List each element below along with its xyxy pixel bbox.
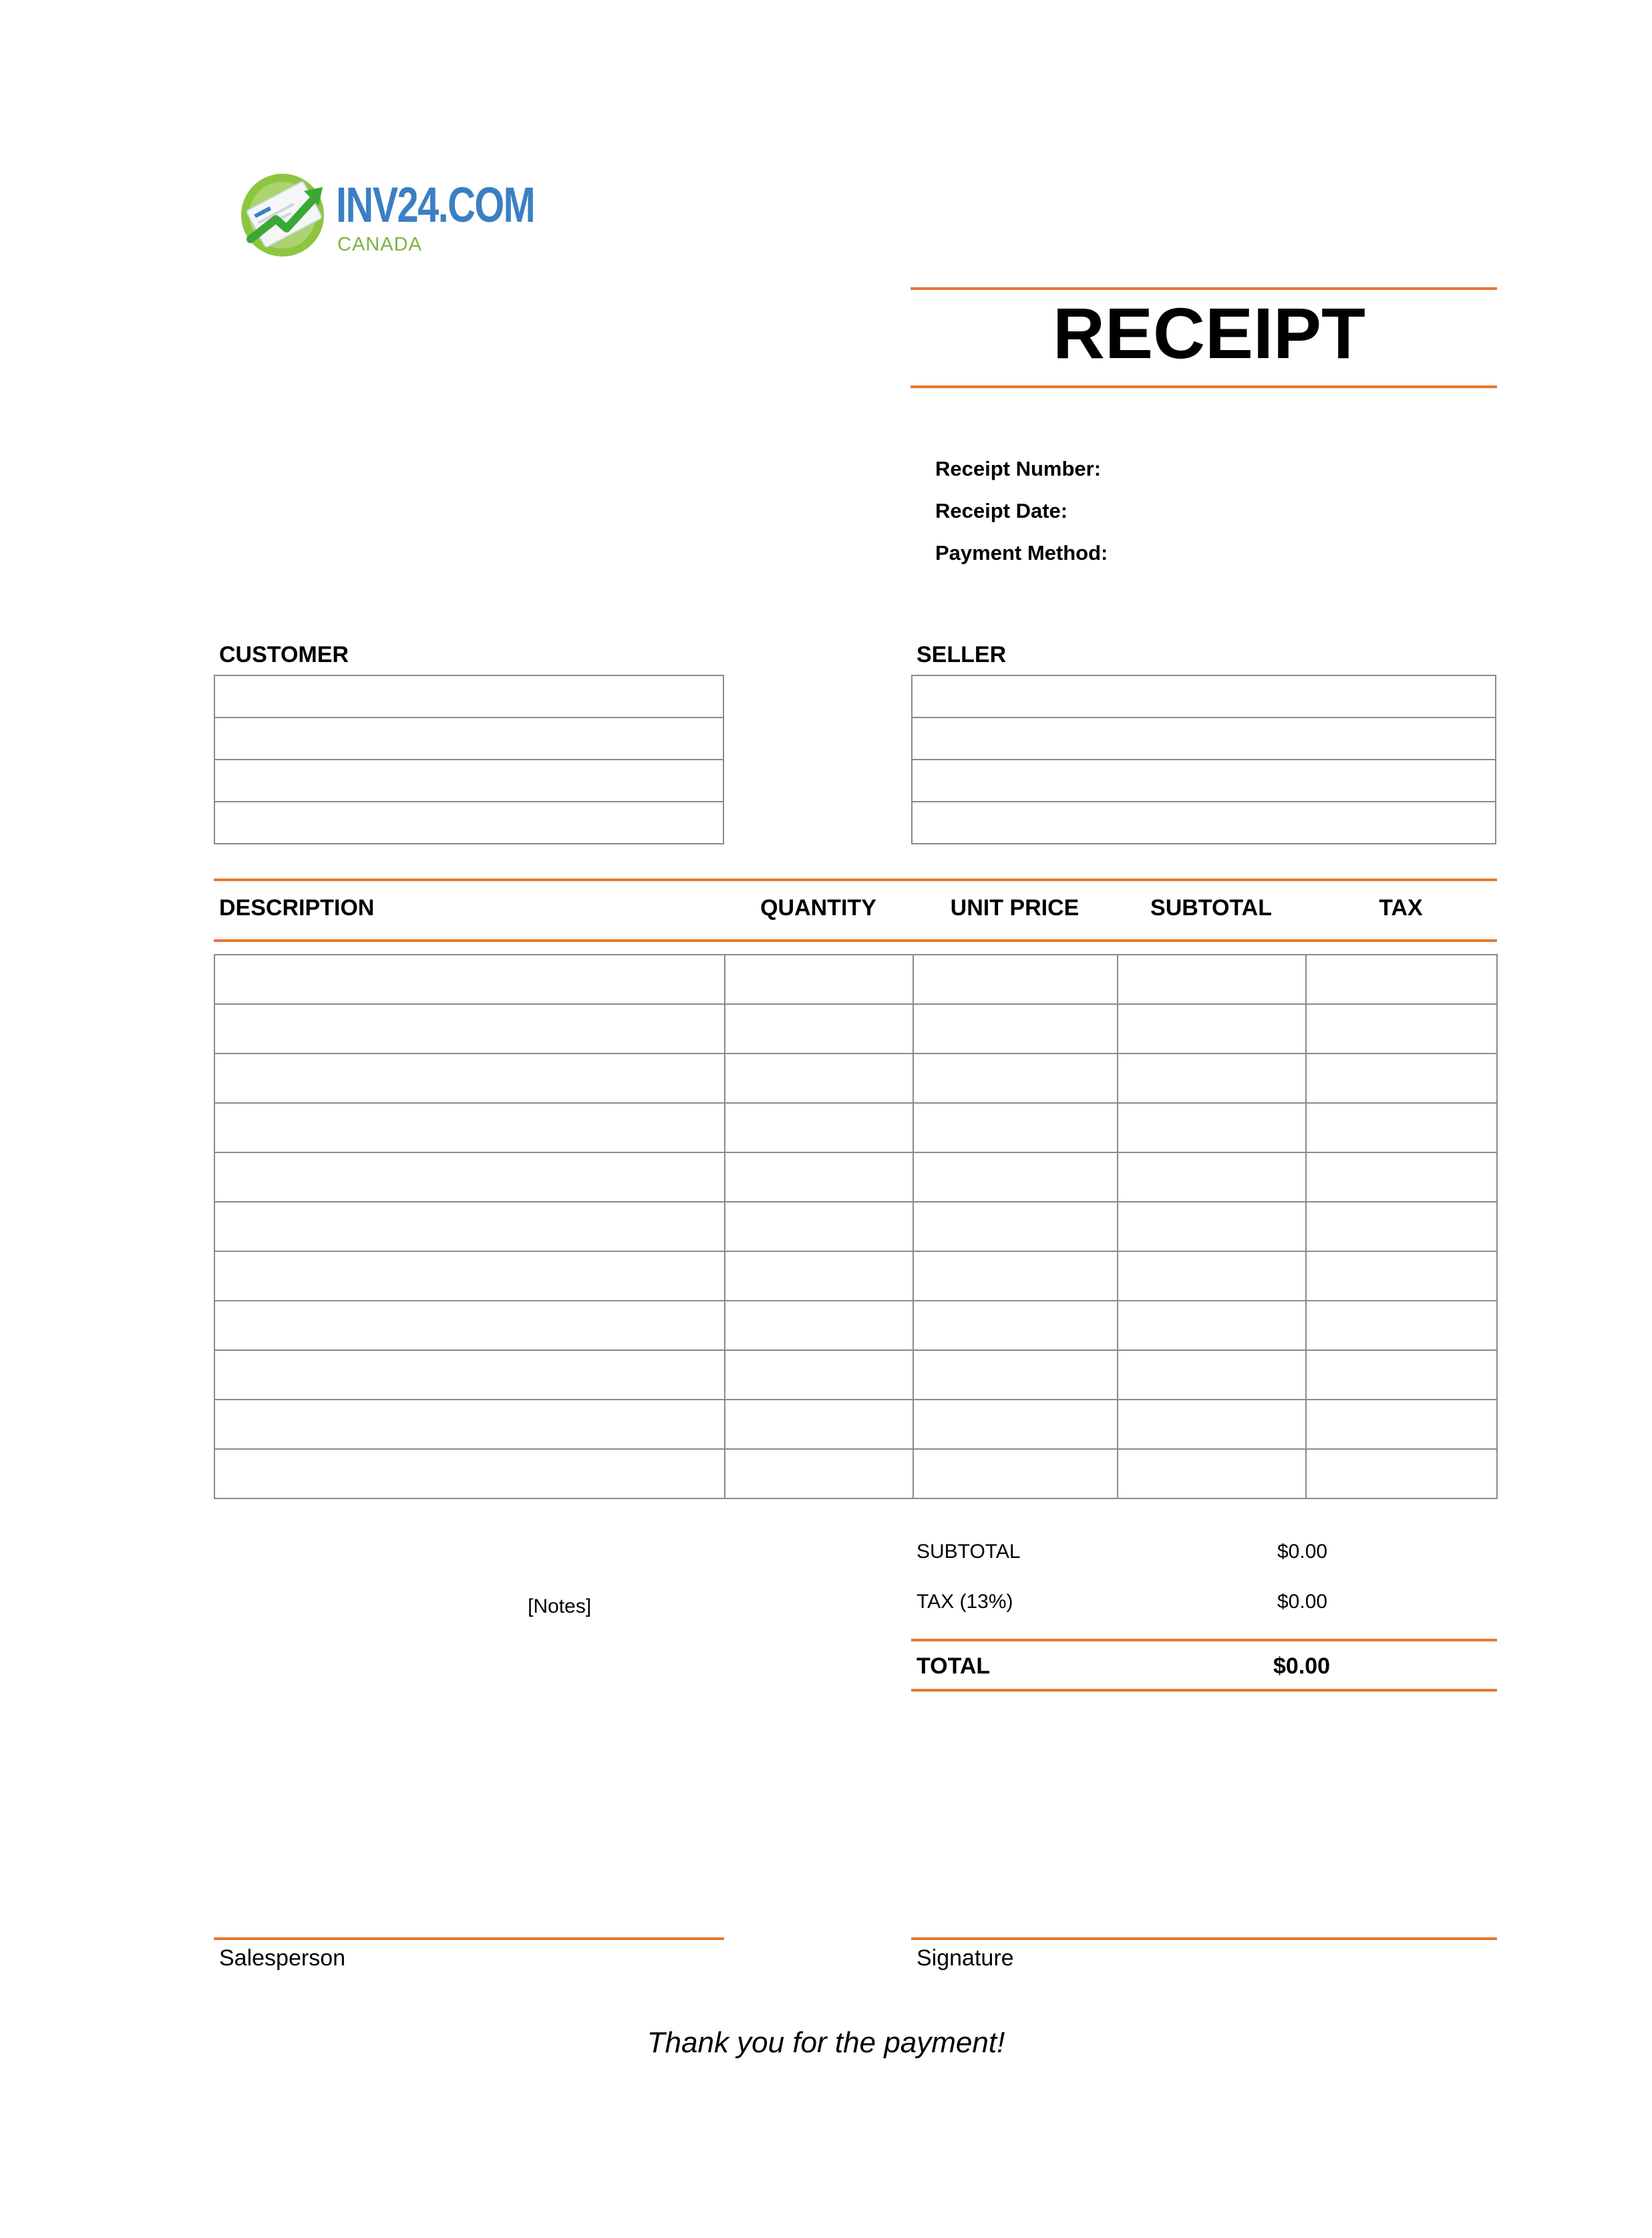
- subtotal-cell[interactable]: [1118, 1301, 1306, 1350]
- customer-field[interactable]: [215, 676, 723, 718]
- subtotal-cell[interactable]: [1118, 1400, 1306, 1449]
- items-header-top-rule: [214, 878, 1497, 881]
- seller-heading: SELLER: [917, 642, 1007, 667]
- tax-cell[interactable]: [1306, 1251, 1497, 1301]
- subtotal-cell[interactable]: [1118, 1449, 1306, 1498]
- quantity-cell[interactable]: [725, 1152, 913, 1202]
- customer-box: [214, 675, 724, 844]
- quantity-cell[interactable]: [725, 955, 913, 1004]
- unit-price-cell[interactable]: [913, 1054, 1118, 1103]
- table-row: [214, 1449, 1497, 1498]
- unit-price-cell[interactable]: [913, 1449, 1118, 1498]
- logo-graphic-icon: [237, 167, 331, 261]
- title-top-rule: [911, 287, 1497, 290]
- quantity-cell[interactable]: [725, 1004, 913, 1054]
- payment-method-label: Payment Method:: [935, 541, 1108, 565]
- column-header-unit-price: UNIT PRICE: [950, 895, 1080, 921]
- seller-field[interactable]: [913, 802, 1495, 844]
- tax-label: TAX (13%): [917, 1591, 1013, 1613]
- tax-cell[interactable]: [1306, 1350, 1497, 1400]
- receipt-date-label: Receipt Date:: [935, 499, 1068, 522]
- unit-price-cell[interactable]: [913, 1301, 1118, 1350]
- salesperson-line: [214, 1937, 724, 1940]
- table-row: [214, 955, 1497, 1004]
- unit-price-cell[interactable]: [913, 1152, 1118, 1202]
- table-row: [214, 1202, 1497, 1251]
- logo-wordmark: INV24.COM: [336, 177, 535, 232]
- tax-cell[interactable]: [1306, 1301, 1497, 1350]
- table-row: [214, 1301, 1497, 1350]
- seller-field[interactable]: [913, 760, 1495, 802]
- subtotal-label: SUBTOTAL: [917, 1541, 1021, 1563]
- quantity-cell[interactable]: [725, 1350, 913, 1400]
- tax-cell[interactable]: [1306, 955, 1497, 1004]
- table-row: [214, 1400, 1497, 1449]
- unit-price-cell[interactable]: [913, 1004, 1118, 1054]
- total-label: TOTAL: [917, 1653, 991, 1679]
- description-cell[interactable]: [214, 1301, 725, 1350]
- subtotal-cell[interactable]: [1118, 1054, 1306, 1103]
- table-row: [214, 1152, 1497, 1202]
- description-cell[interactable]: [214, 1251, 725, 1301]
- quantity-cell[interactable]: [725, 1449, 913, 1498]
- customer-field[interactable]: [215, 802, 723, 844]
- quantity-cell[interactable]: [725, 1202, 913, 1251]
- logo-subtitle: CANADA: [337, 234, 422, 255]
- quantity-cell[interactable]: [725, 1400, 913, 1449]
- description-cell[interactable]: [214, 1054, 725, 1103]
- tax-cell[interactable]: [1306, 1103, 1497, 1152]
- quantity-cell[interactable]: [725, 1054, 913, 1103]
- seller-field[interactable]: [913, 718, 1495, 760]
- signature-label: Signature: [917, 1945, 1014, 1971]
- subtotal-cell[interactable]: [1118, 955, 1306, 1004]
- tax-cell[interactable]: [1306, 1449, 1497, 1498]
- column-header-subtotal: SUBTOTAL: [1150, 895, 1272, 921]
- tax-cell[interactable]: [1306, 1202, 1497, 1251]
- table-row: [214, 1004, 1497, 1054]
- total-top-rule: [911, 1639, 1497, 1641]
- column-header-quantity: QUANTITY: [760, 895, 876, 921]
- table-row: [214, 1350, 1497, 1400]
- column-header-tax: TAX: [1379, 895, 1423, 921]
- seller-field[interactable]: [913, 676, 1495, 718]
- company-logo: [237, 167, 535, 261]
- signature-line: [911, 1937, 1497, 1940]
- description-cell[interactable]: [214, 1103, 725, 1152]
- items-header-bottom-rule: [214, 939, 1497, 942]
- description-cell[interactable]: [214, 1202, 725, 1251]
- subtotal-cell[interactable]: [1118, 1004, 1306, 1054]
- description-cell[interactable]: [214, 1350, 725, 1400]
- unit-price-cell[interactable]: [913, 1103, 1118, 1152]
- customer-field[interactable]: [215, 718, 723, 760]
- subtotal-cell[interactable]: [1118, 1350, 1306, 1400]
- unit-price-cell[interactable]: [913, 1202, 1118, 1251]
- customer-heading: CUSTOMER: [219, 642, 349, 667]
- subtotal-cell[interactable]: [1118, 1152, 1306, 1202]
- tax-cell[interactable]: [1306, 1400, 1497, 1449]
- column-header-description: DESCRIPTION: [219, 895, 375, 921]
- description-cell[interactable]: [214, 1400, 725, 1449]
- quantity-cell[interactable]: [725, 1103, 913, 1152]
- table-row: [214, 1054, 1497, 1103]
- items-table: [214, 954, 1498, 1499]
- tax-cell[interactable]: [1306, 1054, 1497, 1103]
- total-value: $0.00: [1273, 1653, 1331, 1679]
- unit-price-cell[interactable]: [913, 1350, 1118, 1400]
- tax-cell[interactable]: [1306, 1152, 1497, 1202]
- receipt-number-label: Receipt Number:: [935, 457, 1102, 480]
- quantity-cell[interactable]: [725, 1251, 913, 1301]
- description-cell[interactable]: [214, 1152, 725, 1202]
- thank-you-message: Thank you for the payment!: [647, 2026, 1005, 2059]
- unit-price-cell[interactable]: [913, 955, 1118, 1004]
- salesperson-label: Salesperson: [219, 1945, 346, 1971]
- customer-field[interactable]: [215, 760, 723, 802]
- description-cell[interactable]: [214, 955, 725, 1004]
- notes-text[interactable]: [Notes]: [528, 1595, 592, 1617]
- tax-value: $0.00: [1277, 1591, 1328, 1613]
- quantity-cell[interactable]: [725, 1301, 913, 1350]
- description-cell[interactable]: [214, 1449, 725, 1498]
- tax-cell[interactable]: [1306, 1004, 1497, 1054]
- subtotal-cell[interactable]: [1118, 1251, 1306, 1301]
- title-bottom-rule: [911, 385, 1497, 388]
- total-bottom-rule: [911, 1689, 1497, 1692]
- unit-price-cell[interactable]: [913, 1251, 1118, 1301]
- subtotal-value: $0.00: [1277, 1541, 1328, 1563]
- table-row: [214, 1103, 1497, 1152]
- unit-price-cell[interactable]: [913, 1400, 1118, 1449]
- subtotal-cell[interactable]: [1118, 1202, 1306, 1251]
- page-title: RECEIPT: [1052, 293, 1366, 373]
- seller-box: [911, 675, 1496, 844]
- table-row: [214, 1251, 1497, 1301]
- description-cell[interactable]: [214, 1004, 725, 1054]
- subtotal-cell[interactable]: [1118, 1103, 1306, 1152]
